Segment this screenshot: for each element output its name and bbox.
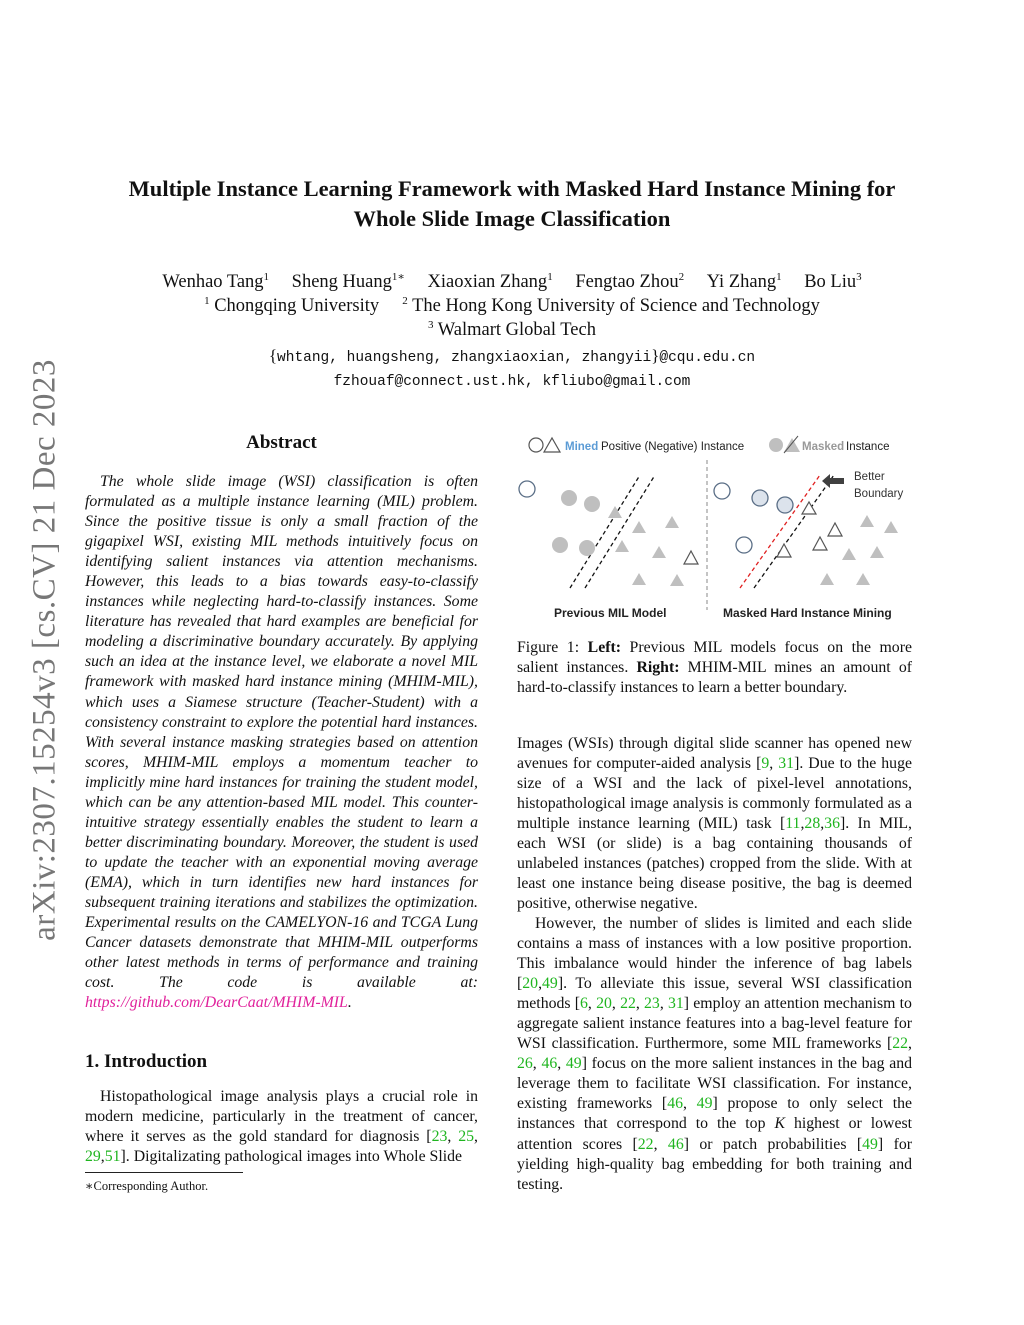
legend-positive-label: Positive (Negative) Instance [601, 441, 745, 453]
instance-circle [584, 496, 600, 512]
instance-triangle [670, 574, 684, 586]
citation[interactable]: 26 [517, 1055, 533, 1073]
abstract-text: The whole slide image (WSI) classification is often formulated as a multiple instance learning (MIL) problem. Since the positive tissue is only a small fraction of the gigapixel WSI, existing MIL methods intuitively focus on identifying salient instances via attention mechanisms. However, this leads to a bias towards easy-to-classify instances while neglecting hard-to-classify instances. Some literature has revealed that hard examples are beneficial for modeling a discriminative boundary accurately. By applying such an idea at the instance level, we elaborate a novel MIL framework with masked hard instance mining (MHIM-MIL), which uses a Siamese structure (Teacher-Student) with a consistency constraint to explore the potential hard instances. With several instance masking strategies based on attention scores, MHIM-MIL employs a momentum teacher to implicitly mine hard instances for training the student model, which can be any attention-based MIL model. This counter-intuitive strategy essentially enables the student to learn a better discriminating boundary. Moreover, the student is used to update the teacher with an exponential moving average (EMA), which in turn identifies new hard instances for subsequent training iterations and stabilizes the optimization. Experimental results on the CAMELYON-16 and TCGA Lung Cancer datasets demonstrate that MHIM-MIL outperforms other latest methods in terms of performance and training cost. The code is available at: https://github.com/DearCaat/MHIM-MIL. [85, 473, 478, 1012]
instance-circle [579, 540, 595, 556]
mined-positive-triangle [777, 544, 791, 557]
mined-negative-circle [752, 490, 768, 506]
instance-triangle [652, 546, 666, 558]
mined-positive-triangle [684, 551, 698, 564]
boundary-line-left [570, 475, 640, 588]
author: Yi Zhang$^1$ [706, 270, 782, 292]
instance-triangle [860, 515, 874, 527]
footnote-divider [85, 1172, 243, 1173]
affiliation-line [60, 318, 964, 342]
citation[interactable]: 9 [761, 755, 770, 773]
instance-triangle [856, 573, 870, 585]
citation[interactable]: 51 [104, 1148, 121, 1166]
instance-triangle [820, 573, 834, 585]
citation[interactable]: 22 [892, 1035, 909, 1053]
title-line-1: Multiple Instance Learning Framework with Masked Hard Instance Mining for [128, 176, 896, 201]
instance-triangle [632, 521, 646, 533]
footnote: ∗Corresponding Author. [85, 1179, 209, 1193]
affiliation: $^1$ Chongqing University [204, 294, 380, 316]
author: Sheng Huang$^{1∗}$ [291, 270, 405, 292]
citation[interactable]: 23 [644, 995, 660, 1013]
figure-1 [512, 430, 912, 630]
legend-mined-label: Mined [565, 441, 599, 453]
email-line-2: fzhouaf@connect.ust.hk, kfliubo@gmail.com [333, 374, 691, 390]
citation[interactable]: 6 [580, 995, 588, 1013]
mined-negative-circle [777, 497, 793, 513]
citation[interactable]: 20 [522, 975, 539, 993]
mined-positive-triangle [828, 523, 842, 536]
email-line-1: {whtang, huangsheng, zhangxiaoxian, zhangyii}@cqu.edu.cn [268, 346, 756, 366]
affiliation: $^2$ The Hong Kong University of Science and Technology [402, 294, 820, 316]
citation[interactable]: 49 [565, 1055, 582, 1073]
better-boundary-line [740, 475, 820, 588]
instance-triangle [870, 546, 884, 558]
citation[interactable]: 46 [667, 1095, 683, 1113]
affiliation: $^3$ Walmart Global Tech [428, 318, 596, 340]
instance-triangle [842, 548, 856, 560]
instance-triangle [884, 521, 898, 533]
mined-negative-circle [736, 537, 752, 553]
citation[interactable]: 29 [85, 1148, 101, 1166]
paper-title [60, 174, 964, 234]
citation[interactable]: 46 [667, 1135, 684, 1153]
citation[interactable]: 49 [862, 1135, 878, 1153]
figure-diagram [512, 430, 912, 630]
author: Bo Liu$^3$ [804, 270, 862, 292]
citation[interactable]: 36 [824, 815, 840, 833]
right-panel-label: Masked Hard Instance Mining [723, 606, 892, 620]
citation[interactable]: 22 [637, 1135, 654, 1153]
citation[interactable]: 49 [542, 975, 558, 993]
mined-positive-triangle [813, 537, 827, 550]
author-list [60, 270, 964, 294]
legend-masked-circle-icon [769, 438, 783, 452]
instance-triangle [615, 540, 629, 552]
citation[interactable]: 11 [785, 815, 801, 833]
legend-instance-label: Instance [846, 441, 890, 453]
legend-masked-label: Masked [802, 441, 845, 453]
legend-triangle-icon [544, 438, 560, 452]
citation[interactable]: 20 [596, 995, 612, 1013]
better-boundary-label: Boundary [854, 488, 904, 500]
mined-negative-circle [714, 483, 730, 499]
body-paragraph: Images (WSIs) through digital slide scanner has opened new avenues for computer-aided analysis [9, 31]. Due to the huge size of a WSI and the lack of pixel-level annotations, histopathological image analysis is commonly formulated as a multiple instance learning (MIL) task [11,28,36]. In MIL, each WSI (or slide) is a bag containing thousands of unlabeled instances (patches) cropped from the slide. With at least one instance being disease positive, the bag is deemed positive, otherwise negative. [517, 735, 912, 913]
better-boundary-label: Better [854, 471, 885, 483]
citation[interactable]: 28 [804, 815, 821, 833]
citation[interactable]: 46 [541, 1055, 558, 1073]
abstract-heading: Abstract [246, 432, 317, 453]
author: Fengtao Zhou$^2$ [575, 270, 685, 292]
author: Wenhao Tang$^1$ [162, 270, 270, 292]
left-panel-label: Previous MIL Model [554, 606, 667, 620]
citation[interactable]: 23 [431, 1128, 448, 1146]
body-paragraph: However, the number of slides is limited and each slide contains a mass of instances with a low positive proportion. This imbalance would hinder the inference of bag labels [20,49]. To alleviate this issue, several WSI classification methods [6, 20, 22, 23, 31] employ an attention mechanism to aggregate salient instance features into a bag-level feature for WSI classification. Furthermore, some MIL frameworks [22, 26, 46, 49] focus on the more salient instances in the bag and leverage them to facilitate WSI classification. For instance, existing frameworks [46, 49] propose to only select the instances that correspond to the top K highest or lowest attention scores [22, 46] or patch probabilities [49] for yielding high-quality bag embedding for both training and testing. [517, 915, 913, 1193]
figure-caption: Figure 1: Left: Previous MIL models focus on the more salient instances. Right: MHIM-MIL mines an amount of hard-to-classify instances to learn a better boundary. [517, 639, 912, 697]
affiliation-line [60, 294, 964, 318]
arxiv-sidebar [22, 350, 68, 950]
citation[interactable]: 22 [620, 995, 636, 1013]
instance-triangle [632, 573, 646, 585]
citation[interactable]: 31 [668, 995, 684, 1013]
instance-triangle [665, 516, 679, 528]
author-block [60, 270, 964, 342]
citation[interactable]: 31 [778, 755, 795, 773]
introduction-paragraph: Histopathological image analysis plays a crucial role in modern medicine, particularly in the treatment of cancer, where it serves as the gold standard for diagnosis [23, 25, 29,51]. Digitalizating pathological images into Whole Slide [85, 1088, 478, 1166]
instance-circle [561, 490, 577, 506]
code-link[interactable]: https://github.com/DearCaat/MHIM-MIL [85, 994, 348, 1012]
citation[interactable]: 25 [458, 1128, 475, 1146]
mined-positive-triangle [802, 502, 816, 514]
mined-negative-circle [519, 481, 535, 497]
arxiv-id: arXiv:2307.15254v3 [cs.CV] 21 Dec 2023 [26, 359, 63, 941]
title-line-2: Whole Slide Image Classification [353, 206, 671, 231]
instance-circle [552, 537, 568, 553]
introduction-heading: 1. Introduction [85, 1051, 208, 1072]
email-block [60, 344, 964, 394]
legend-circle-icon [529, 438, 543, 452]
author: Xiaoxian Zhang$^1$ [427, 270, 553, 292]
citation[interactable]: 49 [696, 1095, 713, 1113]
